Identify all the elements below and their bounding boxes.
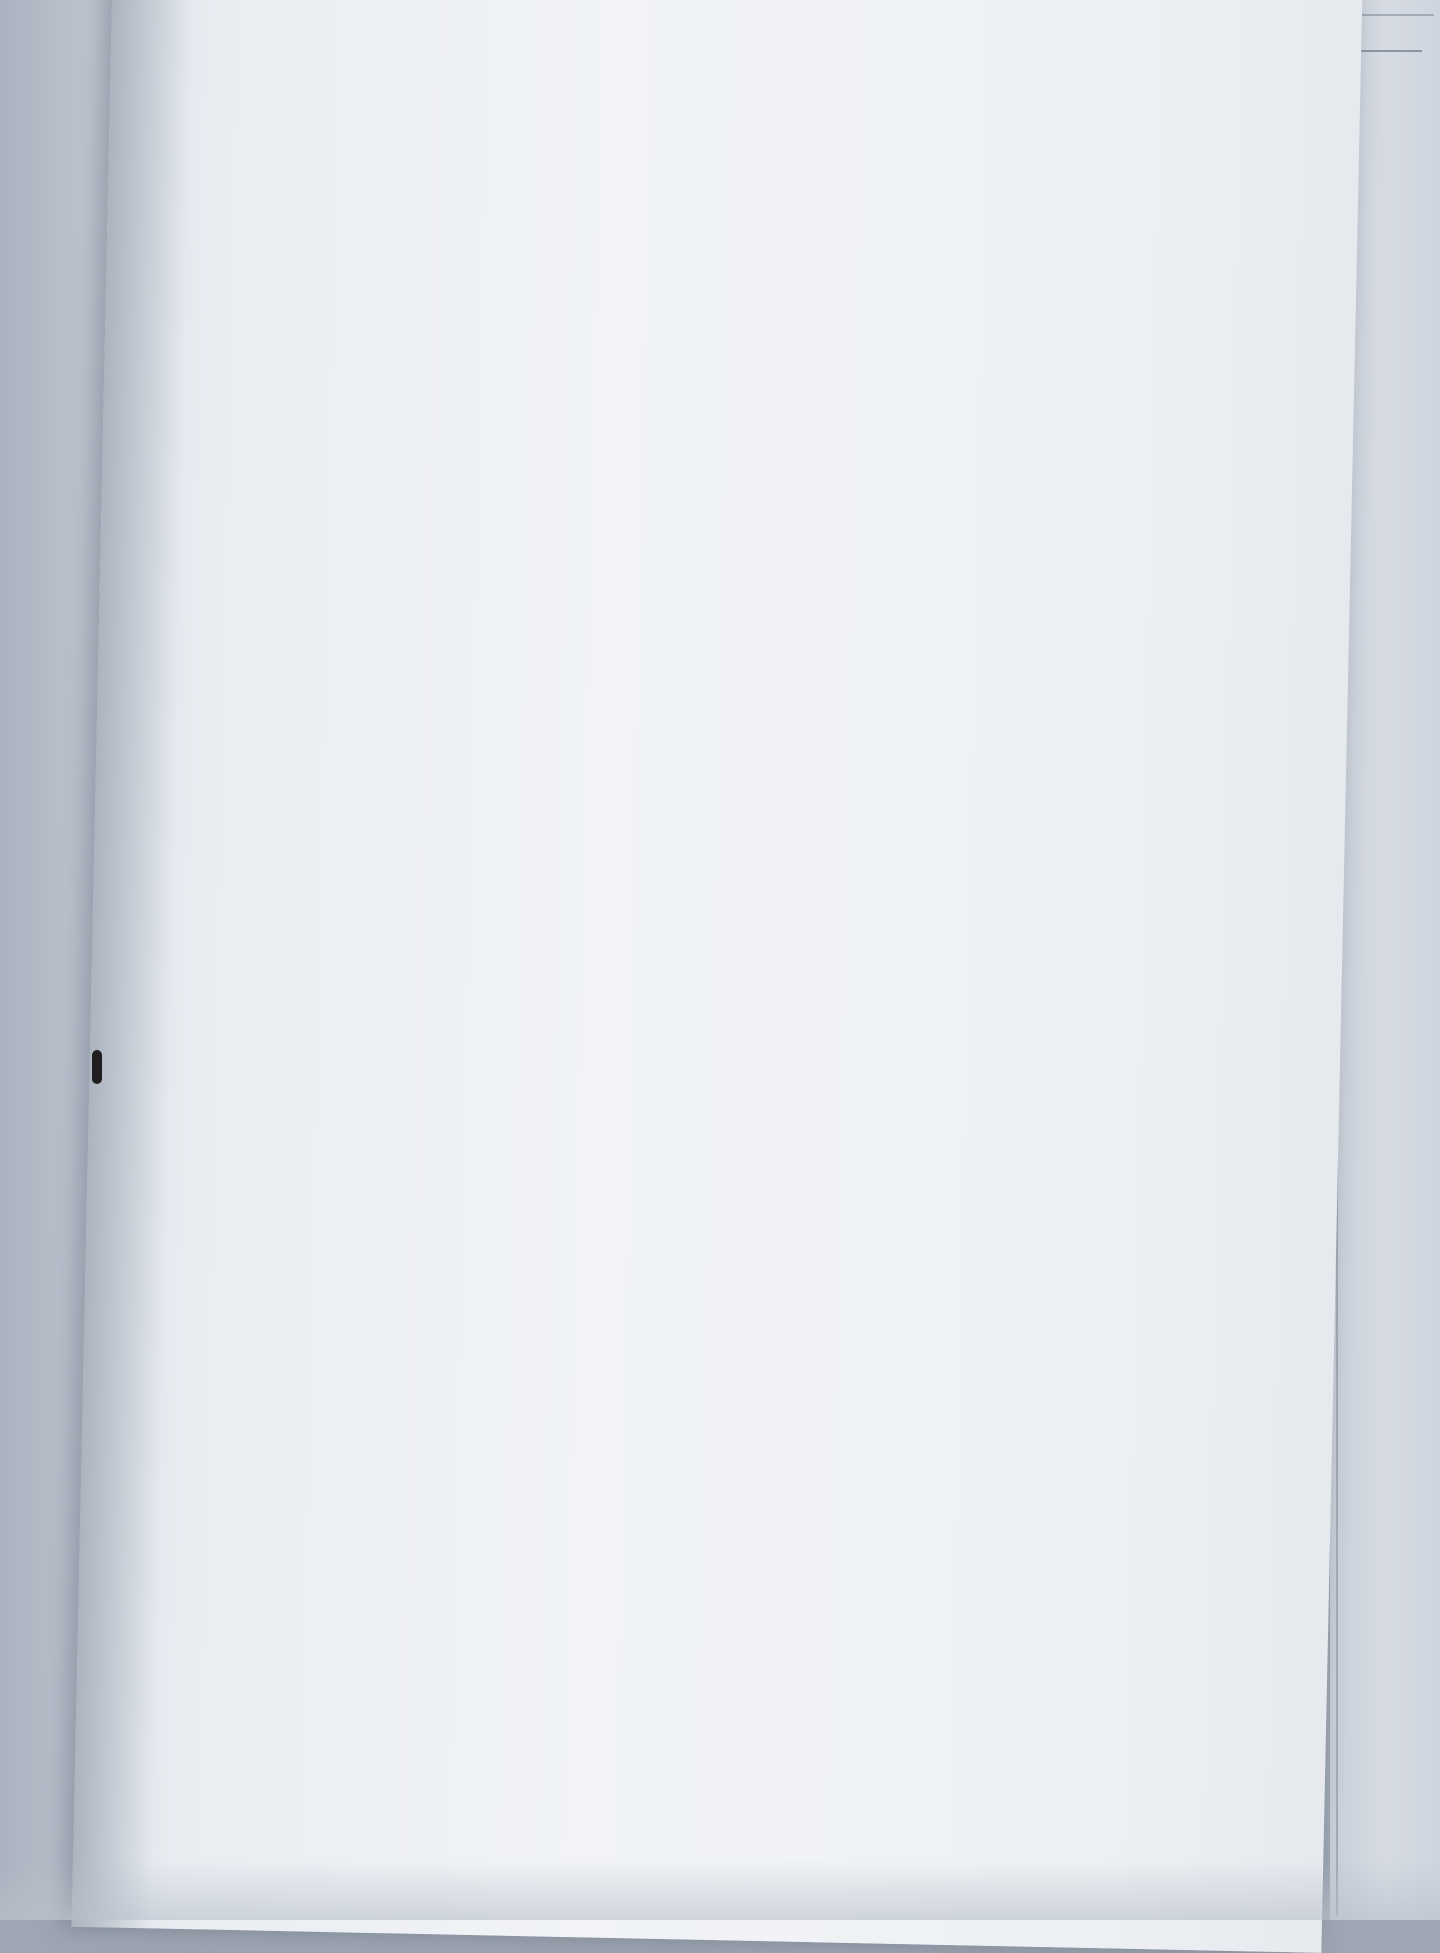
document-sheet [72, 0, 1363, 1953]
document-text [226, 36, 1336, 86]
binder-ring [92, 1050, 102, 1084]
paragraph-gap [226, 40, 1336, 86]
bottom-shadow [0, 1860, 1440, 1920]
